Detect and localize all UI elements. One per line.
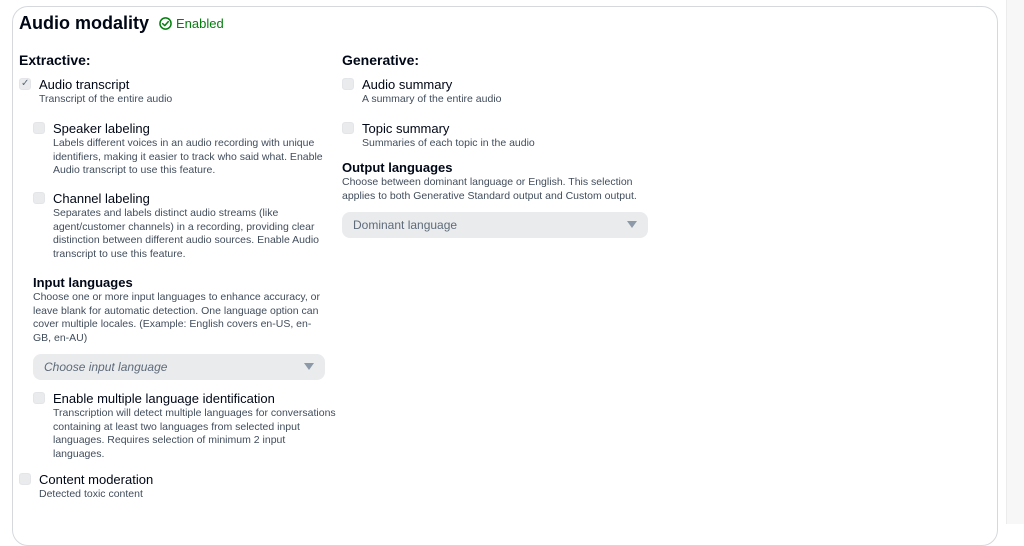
page-scrollbar[interactable] [1006, 0, 1024, 524]
input-language-select[interactable] [33, 354, 325, 380]
topic-summary-label: Topic summary [362, 121, 450, 136]
output-languages-label: Output languages [342, 160, 453, 175]
audio-summary-checkbox[interactable] [342, 78, 354, 90]
speaker-labeling-option[interactable] [33, 121, 339, 179]
speaker-labeling-checkbox[interactable] [33, 122, 45, 134]
topic-summary-desc: Summaries of each topic in the audio [362, 137, 535, 149]
input-languages-field [33, 275, 325, 380]
checkmark-icon: ✓ [21, 78, 30, 89]
output-languages-desc: Choose between dominant language or English. This selection applies to both Generative Standard output and Custom output. [342, 176, 637, 202]
content-moderation-desc: Detected toxic content [39, 488, 143, 500]
output-language-value: Dominant language [353, 218, 458, 232]
input-languages-label: Input languages [33, 275, 133, 290]
audio-transcript-desc: Transcript of the entire audio [39, 93, 173, 105]
channel-labeling-desc: Separates and labels distinct audio streams (like agent/customer channels) in a recording, providing clear distinction between different audio sources. Enable Audio transcript to use this feature. [53, 207, 319, 260]
extractive-column [19, 52, 339, 502]
output-language-select[interactable] [342, 212, 648, 238]
topic-summary-option[interactable] [342, 121, 662, 151]
multi-language-label: Enable multiple language identification [53, 391, 275, 406]
caret-down-icon [304, 363, 314, 370]
audio-summary-desc: A summary of the entire audio [362, 93, 502, 105]
content-moderation-label: Content moderation [39, 472, 154, 487]
topic-summary-checkbox[interactable] [342, 122, 354, 134]
multi-language-desc: Transcription will detect multiple languages for conversations containing at least two languages from selected input languages. Requires selection of minimum 2 input languages. [53, 407, 336, 460]
multi-language-checkbox[interactable] [33, 392, 45, 404]
check-circle-icon [159, 17, 172, 30]
generative-column [342, 52, 662, 238]
status-badge [159, 16, 224, 31]
channel-labeling-label: Channel labeling [53, 191, 150, 206]
caret-down-icon [627, 221, 637, 228]
audio-transcript-label: Audio transcript [39, 77, 130, 92]
channel-labeling-checkbox[interactable] [33, 192, 45, 204]
channel-labeling-option[interactable] [33, 191, 339, 263]
generative-heading: Generative: [342, 52, 420, 68]
input-language-placeholder: Choose input language [44, 360, 168, 374]
speaker-labeling-label: Speaker labeling [53, 121, 150, 136]
transcript-sub-options [33, 121, 339, 461]
audio-summary-option[interactable] [342, 77, 662, 107]
output-languages-field [342, 160, 648, 238]
content-moderation-option[interactable] [19, 472, 339, 502]
extractive-heading: Extractive: [19, 52, 91, 68]
speaker-labeling-desc: Labels different voices in an audio recording with unique identifiers, making it easier to track who said what. Enable Audio transcript to use this feature. [53, 137, 323, 176]
audio-transcript-option[interactable] [19, 77, 339, 107]
audio-transcript-checkbox[interactable] [19, 78, 31, 90]
status-text: Enabled [176, 16, 224, 31]
audio-summary-label: Audio summary [362, 77, 453, 92]
card-header [19, 13, 224, 34]
content-moderation-checkbox[interactable] [19, 473, 31, 485]
page-title: Audio modality [19, 13, 149, 33]
input-languages-desc: Choose one or more input languages to enhance accuracy, or leave blank for automatic detection. One language option can cover multiple locales. (Example: English covers en-US, en-GB, en-AU) [33, 291, 320, 344]
multi-language-option[interactable] [33, 391, 339, 461]
